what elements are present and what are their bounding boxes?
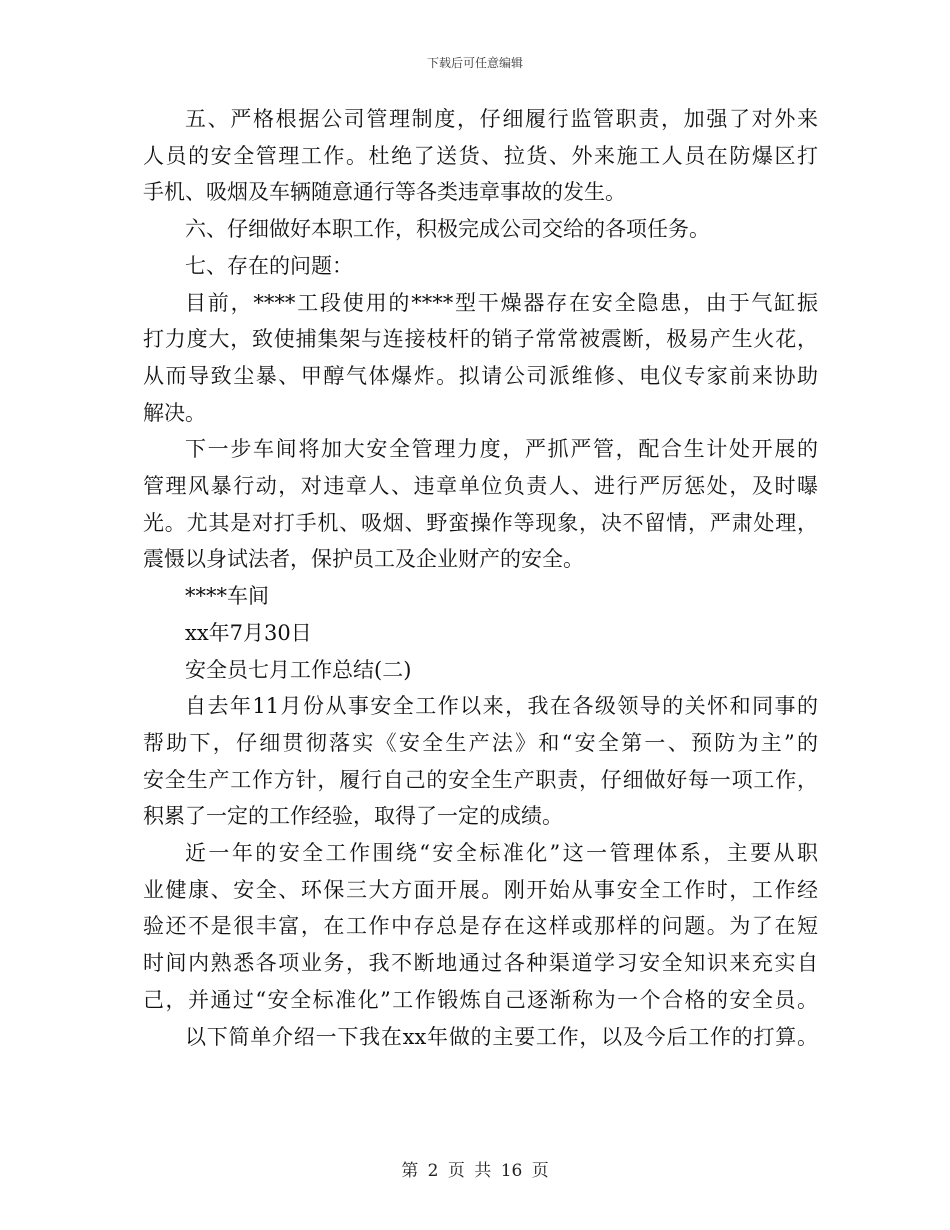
text-line: 六、仔细做好本职工作，积极完成公司交给的各项任务。: [185, 217, 710, 242]
text-line: 人员的安全管理工作。杜绝了送货、拉货、外来施工人员在防爆区打: [143, 143, 818, 168]
text-line: 从而导致尘暴、甲醇气体爆炸。拟请公司派维修、电仪专家前来协助: [143, 363, 818, 388]
text-line: 自去年11月份从事安全工作以来，我在各级领导的关怀和同事的: [185, 694, 818, 719]
document-body: [143, 101, 818, 1055]
section-title: 安全员七月工作总结(二): [185, 657, 412, 682]
text-line: 目前，****工段使用的****型干燥器存在安全隐患，由于气缸振: [185, 290, 818, 315]
text-line: 以下简单介绍一下我在xx年做的主要工作，以及今后工作的打算。: [185, 1024, 818, 1049]
text-line: 解决。: [143, 400, 206, 425]
text-line: 时间内熟悉各项业务，我不断地通过各种渠道学习安全知识来充实自: [143, 951, 818, 976]
text-line: 七、存在的问题：: [185, 253, 353, 278]
text-line: 震慑以身试法者，保护员工及企业财产的安全。: [143, 547, 584, 572]
text-line: 己，并通过“安全标准化”工作锻炼自己逐渐称为一个合格的安全员。: [143, 987, 818, 1012]
text-line: 光。尤其是对打手机、吸烟、野蛮操作等现象，决不留情，严肃处理，: [143, 510, 818, 535]
page-footer: 第 2 页 共 16 页: [401, 1161, 549, 1181]
text-line: 帮助下，仔细贯彻落实《安全生产法》和“安全第一、预防为主”的: [143, 730, 818, 755]
text-line: 管理风暴行动，对违章人、违章单位负责人、进行严厉惩处，及时曝: [143, 474, 818, 499]
text-line: 五、严格根据公司管理制度，仔细履行监管职责，加强了对外来: [185, 107, 818, 131]
text-line: 验还不是很丰富，在工作中存总是存在这样或那样的问题。为了在短: [143, 914, 818, 939]
text-line: 打力度大，致使捕集架与连接枝杆的销子常常被震断，极易产生火花，: [143, 327, 818, 352]
page-header: 下载后可任意编辑: [426, 56, 523, 70]
text-line: 近一年的安全工作围绕“安全标准化”这一管理体系，主要从职: [185, 841, 818, 866]
text-line: 积累了一定的工作经验，取得了一定的成绩。: [143, 804, 563, 829]
text-line: 安全生产工作方针，履行自己的安全生产职责，仔细做好每一项工作，: [143, 767, 818, 792]
text-line: 业健康、安全、环保三大方面开展。刚开始从事安全工作时，工作经: [143, 877, 818, 902]
signature-date: xx年7月30日: [185, 620, 312, 645]
signature-workshop: ****车间: [185, 584, 269, 609]
text-line: 下一步车间将加大安全管理力度，严抓严管，配合生计处开展的: [185, 437, 818, 462]
text-line: 手机、吸烟及车辆随意通行等各类违章事故的发生。: [143, 180, 626, 205]
